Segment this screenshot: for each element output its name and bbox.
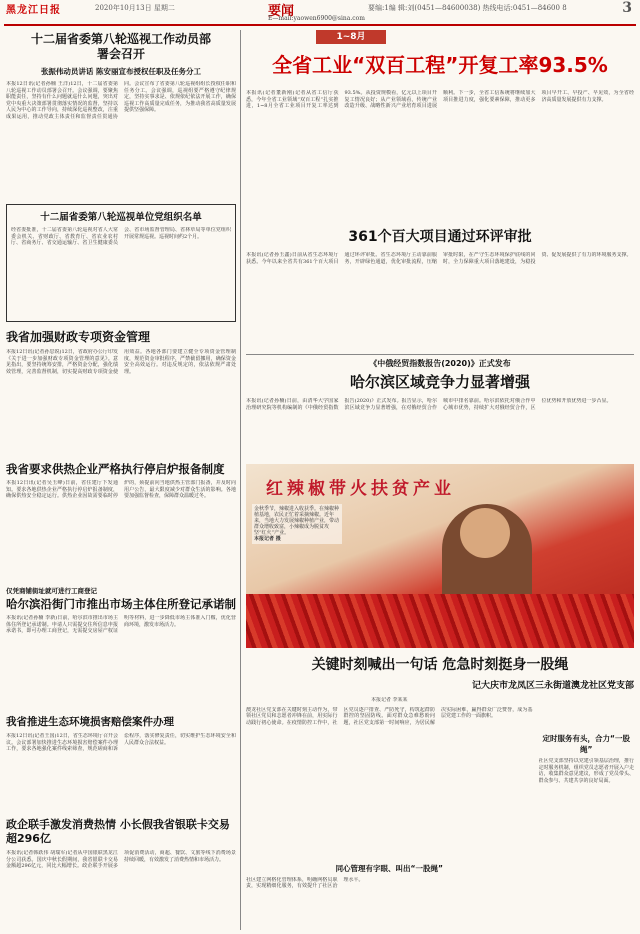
photo-chili: [246, 464, 634, 648]
newspaper-logo: 黑龙江日报: [6, 5, 61, 16]
column-divider: [240, 30, 241, 930]
article-body: 社区建立网格化管理体系，明确网格员职责，实现精细化服务，有效提升了社区治理水平。: [246, 876, 364, 890]
headline: 哈尔滨沿街门市推出市场主体住所登记承诺制: [6, 597, 236, 611]
article-harbin-registration: [6, 586, 236, 710]
article-key-moment: [246, 654, 634, 934]
headline: 哈尔滨区域竞争力显著增强: [349, 373, 530, 391]
photo-title: 红辣椒带火扶贫产业: [266, 479, 455, 499]
subhead-service: 定时服务有头，合力“一股绳”: [542, 734, 630, 754]
masthead-rule: [4, 24, 636, 26]
page-number: 3: [622, 0, 632, 16]
headline: 十二届省委第八轮巡视单位党组织名单: [40, 212, 202, 223]
article-consumption: [6, 818, 236, 928]
headline: 全省工业“双百工程”开复工率93.5%: [272, 53, 608, 77]
banner: [246, 30, 634, 90]
article-eco-compensation: [6, 714, 236, 814]
article-body: 经省委批准，十二届省委第八轮巡视对省人大常委会机关、省财政厅、省教育厅、省农业农村厅、省商务厅、省交通运输厅、省卫生健康委员会、省市场监督管理局、省林草局等单位党组织开展常规巡视。巡视时间约2个月。: [11, 227, 231, 247]
hotline: 要编:1编 辑:刘(0451—84600038) 热线电话:0451—84600 8: [368, 4, 567, 12]
headline: 361个百大项目通过环评审批: [348, 229, 532, 245]
inspection-list-box: [6, 204, 236, 322]
kicker: 《中俄经贸指数报告(2020)》正式发布: [369, 359, 511, 368]
byline: 本报记者 李某某: [370, 697, 408, 703]
section-email: E—mail:yaowen6900@sina.com: [268, 15, 365, 22]
photo-caption-box: [252, 504, 342, 544]
period-tag: 1~8月: [316, 30, 386, 44]
photo-caption: 金秋季节，辣椒进入收获季。在辣椒种植基地，农民正忙着采摘辣椒。近年来，当地大力发展辣椒种植产业，带动群众增收致富，小辣椒成为脱贫攻坚“红火”产业。: [254, 506, 340, 536]
section-title: 要闻: [268, 4, 295, 19]
left-column: [6, 32, 236, 932]
article-env-approval: [246, 226, 634, 354]
farmer-face: [460, 508, 510, 558]
article-inspection-meeting: [6, 32, 236, 204]
article-harbin-competitiveness: [246, 358, 634, 462]
article-body: 本报讯(记者孙楠)日前，由清华大学国家治理研究院等机构编制的《中俄经贸指数报告(2020)》正式发布。报告显示，哈尔滨区域竞争力显著增强，在对俄经贸合作城市中排名靠前。哈尔滨依托对俄合作中心城市优势，持续扩大对俄经贸合作，区位优势和开放优势进一步凸显。: [246, 398, 612, 411]
article-fiscal-funds: [6, 328, 236, 458]
subheadline: 记大庆市龙凤区三永街道澳龙社区党支部: [471, 681, 634, 691]
chili-pile: [246, 594, 634, 648]
article-body: 本报12日讯(记者孙楠 王洋)12日，十二届省委第八轮巡视工作动员部署会召开。会议强调，要聚焦职能责任，坚持有什么问题就巡什么问题，突出对党中央重大决策部署贯彻落实情况的监督，坚持以人民为中心的工作导向，持续深化巡视整改，注重成果运用，推动党政主体责任和监督责任贯通协同。会议宣布了省委第八轮巡视组组长授权任职和任务分工。会议强调，巡视组要严格遵守纪律规定，坚持实事求是、依规依纪依法开展工作，确保巡视工作高质量完成任务，为推动我省高质量发展提供坚强保障。: [6, 81, 236, 120]
subheadline: 张振伟动员讲话 陈安丽宣布授权任职及任务分工: [40, 67, 202, 76]
article-body: 澳龙社区党支部在关键时刻主动作为，带领社区党员和志愿者冲锋在前，用实际行动践行初心使命。在疫情防控工作中，社区党员逐户排查、严防死守，构筑起群防群控的坚固防线。面对群众急难愁盼问题，社区党支部第一时间响应，为居民解决实际困难，赢得群众广泛赞誉，成为基层党建工作的一面旗帜。: [246, 706, 533, 726]
headline: 我省推进生态环境损害赔偿案件办理: [6, 716, 174, 728]
kicker: 仅凭商铺街址就可进行工商登记: [6, 587, 97, 595]
article-body: 本报讯(记者韩跃伟 胡瑞军)记者从中国银联黑龙江分公司获悉。国庆中秋长假期间，我省银联卡交易金额超296亿元，同比大幅增长。政企联手开展多项促消费活动，商超、餐饮、文旅等线下消费场景持续回暖，有效激发了消费热情和市场活力。: [6, 850, 236, 870]
section-divider: [246, 354, 634, 355]
headline: 政企联手激发消费热情 小长假我省银联卡交易超296亿: [6, 818, 230, 845]
right-column: [246, 30, 634, 930]
headline: 我省要求供热企业严格执行停启炉报备制度: [6, 462, 225, 476]
article-body: 本报讯(记者孙玉鑫)日前从省生态环境厅获悉。今年以来全省共有361个百大项目通过环评审批。省生态环境厅主动靠前服务，开辟绿色通道，优化审批流程，压缩审批时限，在严守生态环境保护底线的同时，全力保障重大项目落地建设，为稳投资、促发展提供了有力的环境服务支撑。: [246, 252, 632, 265]
article-industry-projects: [246, 30, 634, 226]
article-body: 本报讯(记者董新刚)记者从省工信厅获悉，今年全省工业领域“双百工程”扎实推进，1~8月全省工业项目开复工率达到93.5%。从投资规模看，亿元以上项目开复工情况良好；从产业领域看，传统产业改造升级、战略性新兴产业培育项目进展顺利。下一步，全省工信系统将继续加大项目推进力度，强化要素保障，推动更多项目早开工、早投产、早见效，为全省经济高质量发展提供有力支撑。: [246, 90, 634, 110]
headline: 我省加强财政专项资金管理: [6, 330, 151, 344]
subhead-fix: 同心管理有字眼、叫出“一股绳”: [335, 863, 443, 873]
article-body: 本报12日讯(记者吴玉峰)日前，省住建厅下发通知。要求各地供热企业严格执行停启炉报备制度，确保供热安全稳定运行。供热企业因故需要临时停炉的，须提前向当地供热主管部门报备，并及时向用户公告，最大限度减少对群众生活的影响。各地要加强监督检查，保障群众温暖过冬。: [6, 480, 236, 500]
headline: 十二届省委第八轮巡视工作动员部署会召开: [30, 32, 211, 61]
article-body: 社区党支部坚持以党建引领基层治理，推行定时服务机制，组织党员志愿者开展入户走访，收集群众意见建议，形成了党员带头、群众参与、共建共享的良好局面。: [538, 758, 634, 784]
article-body: 本报讯(记者孙楠 李新)日前，哈尔滨市推出市场主体住所登记承诺制。申请人只需提交住所信息申报承诺书，即可办理工商登记，无需提交房屋产权证明等材料，进一步降低市场主体准入门槛，优化营商环境，激发市场活力。: [6, 615, 236, 635]
headline: 关键时刻喊出一句话 危急时刻挺身一股绳: [311, 657, 569, 673]
photo-credit: 本报记者 摄: [254, 536, 281, 542]
article-body: 本报12日讯(记者孙思锐)12日，省政府办公厅印发《关于进一步加强财政专项资金管理的意见》。意见指出，要坚持统筹安排，严格资金分配，强化绩效管理，完善监督机制，切实提高财政专项资金使用效益。各地各部门要建立健全专项资金管理制度，规范资金审批程序，严禁截留挪用，确保资金安全高效运行。对违反规定的，依法依规严肃处理。: [6, 349, 236, 375]
article-heating: [6, 462, 236, 582]
issue-date: 2020年10月13日 星期二: [95, 4, 175, 12]
article-body: 本报12日讯(记者王国)12日，省生态环境厅召开会议。会议部署加快推进生态环境损害赔偿案件办理工作，要求各地强化案件线索筛查，规范磋商和诉讼程序，落实修复责任，切实维护生态环境安全和人民群众合法权益。: [6, 733, 236, 753]
masthead: [0, 0, 640, 22]
